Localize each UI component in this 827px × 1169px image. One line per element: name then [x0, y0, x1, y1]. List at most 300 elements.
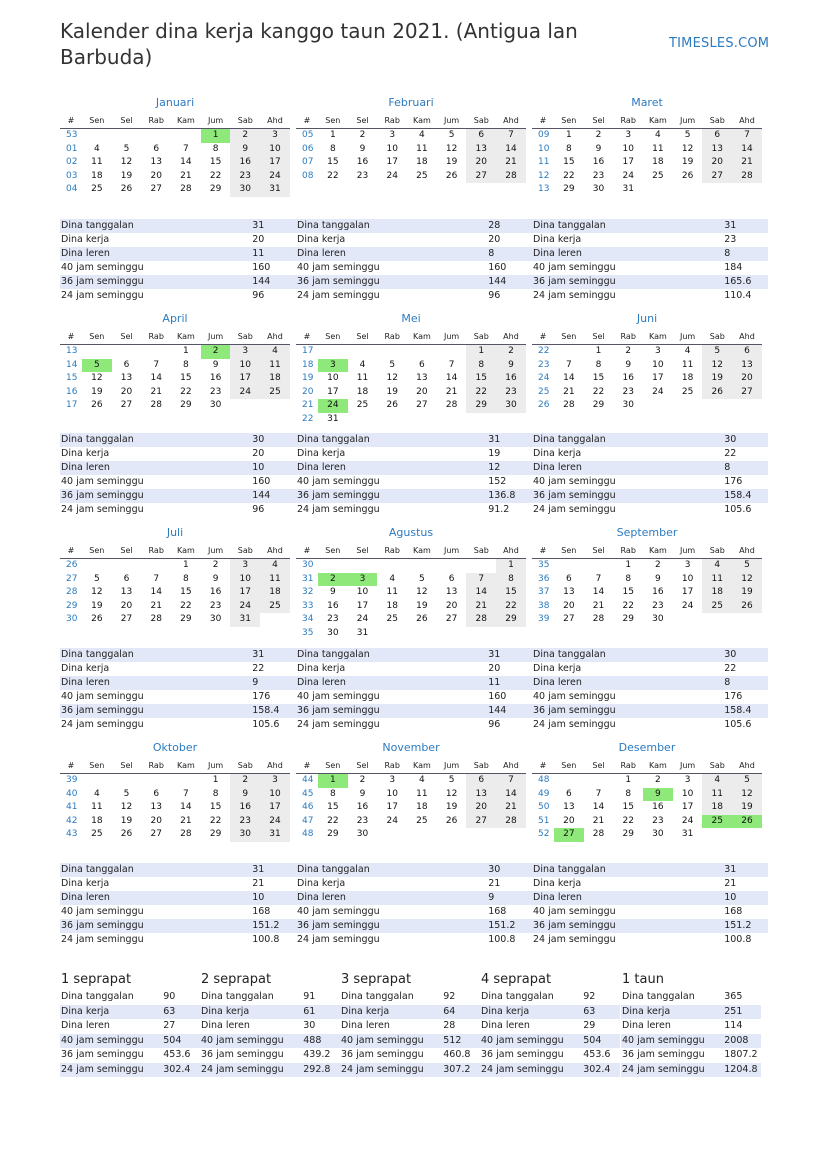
weekday-header: Ahd: [496, 544, 526, 559]
day-cell: 29: [209, 184, 222, 194]
summary-row: [60, 990, 200, 1005]
day-cell: 21: [180, 815, 192, 826]
day-cell: 25: [386, 614, 398, 624]
stat-label: Dina kerja: [481, 1005, 530, 1017]
empty-cell: [437, 627, 467, 641]
day-cell: 30: [356, 829, 369, 839]
summary-row: [621, 1019, 761, 1034]
weekday-header: Rab: [377, 114, 407, 129]
day-cell: 5: [732, 559, 762, 573]
stat-value: 160: [252, 476, 271, 487]
week-number: 04: [66, 184, 78, 194]
month-grid: [60, 330, 290, 413]
summary-row: [480, 1048, 620, 1063]
stat-row: [532, 219, 768, 233]
stat-row: [296, 289, 532, 303]
stat-value: 100.8: [724, 934, 752, 945]
stat-value: 105.6: [724, 719, 752, 730]
day-cell: 12: [732, 788, 762, 802]
stat-label: 36 jam seminggu: [297, 920, 380, 931]
stat-value: 1807.2: [724, 1049, 758, 1060]
day-cell: 2: [655, 560, 661, 570]
stat-value: 21: [724, 878, 737, 889]
day-cell: 23: [652, 815, 664, 826]
day-cell: 4: [702, 774, 732, 788]
stat-value: 292.8: [303, 1063, 331, 1075]
stat-value: 168: [252, 906, 271, 917]
stat-label: 36 jam seminggu: [61, 920, 144, 931]
week-number: 03: [66, 170, 78, 181]
day-cell: 8: [625, 573, 632, 584]
stat-row: [60, 933, 296, 947]
day-cell: 22: [180, 600, 192, 611]
stat-label: Dina leren: [533, 248, 582, 259]
day-cell: 14: [563, 373, 575, 383]
week-number: 30: [66, 614, 78, 624]
day-cell: 4: [260, 559, 290, 573]
day-cell: 2: [359, 130, 366, 140]
month-stats-februari: [296, 219, 532, 303]
day-cell: 8: [595, 359, 602, 370]
month-stats-desember: [532, 863, 768, 947]
day-cell: 14: [150, 587, 162, 597]
stat-value: 176: [252, 691, 271, 702]
stat-label: 40 jam seminggu: [61, 476, 144, 487]
day-cell: 5: [389, 359, 396, 370]
weekday-header: Sab: [466, 544, 496, 559]
stat-row: [60, 704, 296, 718]
stat-label: 36 jam seminggu: [533, 920, 616, 931]
summary-2: [200, 972, 340, 1077]
day-cell: 26: [91, 400, 103, 410]
day-cell: 12: [445, 143, 458, 154]
weekday-header: Rab: [613, 544, 643, 559]
day-cell: 9: [625, 359, 632, 370]
stat-label: Dina tanggalan: [533, 649, 606, 660]
weekday-header: Sab: [230, 330, 260, 345]
weekday-header: Jum: [437, 759, 467, 774]
stat-value: 29: [583, 1020, 596, 1031]
stat-row: [296, 475, 532, 489]
stat-row: [296, 863, 532, 877]
stat-row: [532, 289, 768, 303]
stat-value: 100.8: [252, 934, 280, 945]
empty-cell: [437, 345, 467, 359]
day-cell: 12: [386, 373, 398, 383]
month-stats-oktober: [60, 863, 296, 947]
day-cell: 26: [732, 815, 762, 829]
day-cell: 13: [445, 587, 458, 597]
day-cell: 28: [496, 170, 526, 184]
stat-value: 31: [488, 434, 501, 445]
day-cell: 20: [563, 815, 575, 826]
day-cell: 17: [386, 157, 398, 167]
stat-row: [532, 718, 768, 732]
stat-row: [296, 891, 532, 905]
weekday-header: Rab: [613, 114, 643, 129]
stat-label: 40 jam seminggu: [533, 906, 616, 917]
day-cell: 26: [445, 170, 458, 181]
day-cell: 17: [681, 587, 694, 597]
stat-label: 24 jam seminggu: [61, 1063, 144, 1075]
weekday-header: Ahd: [496, 114, 526, 129]
weekday-header: Sen: [554, 544, 584, 559]
week-number: 41: [66, 802, 78, 812]
day-cell: 12: [91, 373, 103, 383]
day-cell: 15: [209, 157, 222, 167]
stat-label: 36 jam seminggu: [61, 1049, 144, 1060]
stat-label: 24 jam seminggu: [341, 1063, 424, 1075]
month-name: Mei: [401, 312, 421, 325]
day-cell: 18: [91, 170, 103, 181]
day-cell: 28: [150, 400, 162, 410]
stat-label: 24 jam seminggu: [61, 719, 144, 730]
stat-value: 31: [252, 220, 265, 231]
weekday-header: Sab: [702, 330, 732, 345]
empty-cell: [732, 613, 762, 627]
day-cell: 10: [681, 573, 694, 584]
weekday-header: Jum: [437, 544, 467, 559]
day-cell: 11: [652, 143, 664, 154]
day-cell: 9: [643, 788, 673, 802]
day-cell: 11: [91, 802, 103, 812]
stat-row: [296, 219, 532, 233]
stat-value: 136.8: [488, 490, 516, 501]
month-stats-april: [60, 433, 296, 517]
stat-label: Dina kerja: [61, 448, 110, 459]
summary-row: [340, 1034, 480, 1049]
day-cell: 20: [120, 386, 133, 397]
empty-cell: [643, 399, 673, 413]
week-number: 17: [66, 400, 78, 410]
stat-label: 40 jam seminggu: [533, 691, 616, 702]
stat-label: 36 jam seminggu: [297, 276, 380, 287]
stat-value: 110.4: [724, 290, 752, 301]
empty-cell: [82, 129, 112, 143]
day-cell: 4: [702, 559, 732, 573]
stat-label: Dina leren: [61, 462, 110, 473]
stat-row: [532, 676, 768, 690]
day-cell: 16: [230, 156, 260, 170]
day-cell: 22: [466, 386, 496, 400]
month-grid: [60, 759, 290, 842]
day-cell: 2: [625, 346, 632, 356]
empty-cell: [496, 828, 526, 842]
day-cell: 30: [209, 400, 222, 410]
weekday-header: Kam: [171, 759, 201, 774]
stat-label: 36 jam seminggu: [533, 490, 616, 501]
day-cell: 1: [329, 130, 336, 140]
week-number: 34: [302, 614, 314, 624]
day-cell: 10: [230, 359, 260, 373]
stat-row: [532, 275, 768, 289]
day-cell: 11: [356, 373, 369, 383]
day-cell: 17: [327, 386, 339, 397]
day-cell: 29: [209, 829, 222, 839]
day-cell: 25: [260, 386, 290, 400]
day-cell: 19: [416, 600, 428, 611]
stat-row: [296, 905, 532, 919]
summary-4: [480, 972, 620, 1077]
empty-cell: [318, 559, 348, 573]
day-cell: 15: [563, 157, 575, 167]
stat-row: [296, 275, 532, 289]
stat-row: [60, 503, 296, 517]
stat-label: Dina leren: [533, 462, 582, 473]
day-cell: 19: [681, 157, 694, 167]
day-cell: 1: [466, 345, 496, 359]
day-cell: 21: [150, 600, 162, 611]
stat-row: [532, 704, 768, 718]
day-cell: 28: [180, 829, 192, 839]
day-cell: 10: [386, 788, 398, 799]
day-cell: 15: [496, 586, 526, 600]
day-cell: 27: [466, 815, 496, 829]
day-cell: 7: [496, 129, 526, 143]
day-cell: 22: [209, 815, 222, 826]
weekday-header: Sab: [702, 114, 732, 129]
summary-row: [200, 1048, 340, 1063]
day-cell: 22: [592, 386, 605, 397]
day-cell: 20: [445, 600, 458, 611]
day-cell: 19: [732, 586, 762, 600]
stat-row: [296, 433, 532, 447]
stat-value: 453.6: [583, 1049, 611, 1060]
stat-value: 20: [252, 234, 265, 245]
empty-cell: [437, 828, 467, 842]
day-cell: 16: [209, 587, 222, 597]
day-cell: 9: [329, 587, 336, 597]
summary-row: [200, 990, 340, 1005]
stat-value: 9: [252, 677, 259, 688]
empty-cell: [407, 627, 437, 641]
stat-label: 36 jam seminggu: [533, 705, 616, 716]
stat-row: [296, 648, 532, 662]
day-cell: 5: [419, 573, 425, 584]
day-cell: 6: [419, 359, 425, 370]
day-cell: 23: [230, 815, 260, 829]
month-calendar-desember: [532, 741, 762, 842]
day-cell: 3: [260, 129, 290, 143]
stat-value: 30: [303, 1020, 316, 1031]
day-cell: 18: [416, 802, 428, 812]
weekday-header: Sab: [230, 759, 260, 774]
month-grid: [60, 114, 290, 197]
day-cell: 22: [622, 600, 634, 611]
month-calendar-juni: [532, 312, 762, 413]
day-cell: 11: [702, 573, 732, 587]
weekday-header: Jum: [201, 114, 231, 129]
day-cell: 24: [230, 600, 260, 614]
week-number: 23: [538, 359, 550, 370]
day-cell: 9: [655, 573, 661, 584]
day-cell: 16: [652, 802, 664, 812]
stat-label: Dina leren: [61, 892, 110, 903]
stat-row: [296, 676, 532, 690]
day-cell: 7: [183, 788, 189, 799]
day-cell: 29: [327, 829, 339, 839]
weekday-header: Rab: [377, 330, 407, 345]
day-cell: 30: [622, 400, 634, 410]
day-cell: 26: [416, 614, 428, 624]
day-cell: 21: [732, 156, 762, 170]
week-number: 22: [538, 346, 550, 356]
summary-row: [480, 1005, 620, 1020]
empty-cell: [82, 559, 112, 573]
month-calendar-april: [60, 312, 290, 413]
summary-row: [340, 1005, 480, 1020]
weekday-header: Rab: [613, 759, 643, 774]
day-cell: 29: [496, 613, 526, 627]
stat-row: [60, 475, 296, 489]
weekday-header: Jum: [201, 544, 231, 559]
stat-value: 9: [488, 892, 495, 903]
day-cell: 1: [496, 559, 526, 573]
stat-value: 8: [724, 462, 731, 473]
day-cell: 3: [389, 130, 396, 140]
day-cell: 1: [201, 129, 231, 143]
weekday-header: Rab: [377, 544, 407, 559]
stat-label: 40 jam seminggu: [341, 1034, 424, 1046]
empty-cell: [437, 413, 467, 427]
stat-row: [532, 905, 768, 919]
month-calendar-agustus: [296, 526, 526, 640]
stat-row: [296, 503, 532, 517]
empty-cell: [141, 559, 171, 573]
week-number: 10: [538, 143, 550, 154]
day-cell: 12: [416, 587, 428, 597]
day-cell: 9: [212, 573, 219, 584]
day-cell: 29: [563, 184, 575, 194]
stat-label: 36 jam seminggu: [622, 1049, 705, 1060]
day-cell: 26: [445, 815, 458, 826]
stat-value: 63: [583, 1005, 596, 1017]
month-stats-maret: [532, 219, 768, 303]
day-cell: 27: [416, 400, 428, 410]
stat-value: 23: [724, 234, 737, 245]
week-number: 31: [302, 573, 314, 584]
day-cell: 14: [732, 143, 762, 157]
week-number: 45: [302, 788, 314, 799]
stat-value: 27: [163, 1020, 176, 1031]
week-number-header: #: [60, 544, 82, 559]
day-cell: 7: [595, 788, 602, 799]
stat-row: [60, 433, 296, 447]
day-cell: 2: [655, 775, 661, 785]
day-cell: 14: [445, 373, 458, 383]
stat-value: 105.6: [252, 719, 280, 730]
stat-value: 365: [724, 991, 743, 1002]
weekday-header: Sab: [466, 114, 496, 129]
day-cell: 1: [212, 775, 219, 785]
stat-label: Dina tanggalan: [533, 864, 606, 875]
weekday-header: Rab: [377, 759, 407, 774]
week-number-header: #: [296, 114, 318, 129]
day-cell: 15: [327, 802, 339, 812]
stat-label: Dina kerja: [533, 663, 582, 674]
day-cell: 28: [563, 400, 575, 410]
day-cell: 12: [445, 788, 458, 799]
week-number: 08: [302, 170, 314, 181]
stat-value: 10: [252, 892, 265, 903]
weekday-header: Sab: [230, 114, 260, 129]
stat-value: 96: [488, 719, 501, 730]
month-name: Juli: [166, 526, 184, 539]
stat-value: 168: [488, 906, 507, 917]
day-cell: 1: [318, 774, 348, 788]
day-cell: 26: [91, 614, 103, 624]
stat-row: [532, 261, 768, 275]
day-cell: 7: [153, 359, 160, 370]
day-cell: 25: [91, 829, 103, 839]
summary-row: [621, 1048, 761, 1063]
stat-label: 24 jam seminggu: [61, 934, 144, 945]
stat-row: [296, 704, 532, 718]
day-cell: 12: [120, 157, 133, 167]
day-cell: 15: [180, 587, 192, 597]
stat-row: [532, 461, 768, 475]
stat-value: 165.6: [724, 276, 752, 287]
stat-row: [60, 289, 296, 303]
stat-value: 31: [724, 220, 737, 231]
empty-cell: [141, 345, 171, 359]
day-cell: 26: [120, 184, 133, 194]
day-cell: 15: [180, 373, 192, 383]
day-cell: 24: [386, 815, 398, 826]
stat-value: 439.2: [303, 1049, 331, 1060]
stat-value: 302.4: [163, 1063, 191, 1075]
week-number: 48: [538, 775, 550, 785]
day-cell: 6: [466, 774, 496, 788]
day-cell: 13: [150, 157, 162, 167]
day-cell: 6: [702, 129, 732, 143]
week-number: 21: [302, 400, 314, 410]
week-number-header: #: [296, 544, 318, 559]
day-cell: 28: [150, 614, 162, 624]
summary-row: [340, 1063, 480, 1078]
stat-value: 19: [488, 448, 501, 459]
month-name: Agustus: [388, 526, 434, 539]
empty-cell: [171, 129, 201, 143]
day-cell: 20: [702, 156, 732, 170]
day-cell: 9: [359, 143, 366, 154]
day-cell: 18: [416, 157, 428, 167]
stat-value: 22: [724, 663, 737, 674]
day-cell: 19: [386, 386, 398, 397]
day-cell: 20: [466, 156, 496, 170]
week-number: 09: [538, 130, 550, 140]
stat-label: Dina kerja: [61, 878, 110, 889]
empty-cell: [554, 774, 584, 788]
day-cell: 8: [329, 788, 336, 799]
day-cell: 12: [91, 587, 103, 597]
stat-value: 63: [163, 1005, 176, 1017]
weekday-header: Kam: [407, 544, 437, 559]
month-name: April: [162, 312, 188, 325]
weekday-header: Jum: [437, 330, 467, 345]
day-cell: 17: [260, 156, 290, 170]
day-cell: 5: [448, 130, 455, 140]
day-cell: 5: [82, 359, 112, 373]
brand-link[interactable]: TIMESLES.COM: [669, 36, 770, 51]
weekday-header: Sen: [318, 759, 348, 774]
day-cell: 29: [180, 614, 192, 624]
summary-row: [200, 1034, 340, 1049]
day-cell: 1: [625, 775, 632, 785]
day-cell: 13: [563, 587, 575, 597]
month-stats-juni: [532, 433, 768, 517]
day-cell: 6: [448, 573, 455, 584]
